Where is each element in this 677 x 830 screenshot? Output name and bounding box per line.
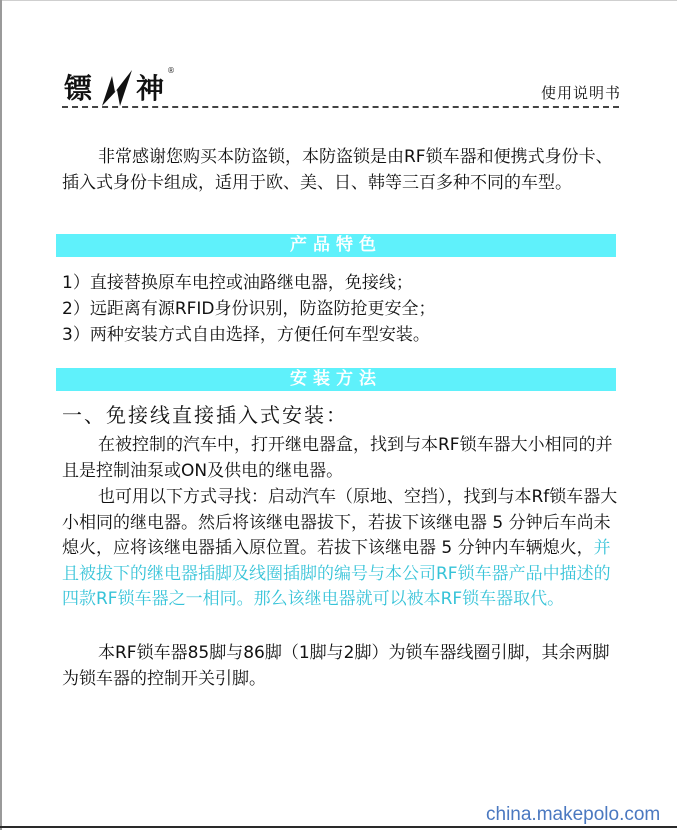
features-list: [62, 270, 436, 348]
brand-logo-char-1: 镖: [64, 72, 93, 105]
page-top-border: [0, 0, 677, 1]
brand-logo-char-2: 神: [136, 72, 165, 105]
install-banner: [56, 368, 616, 391]
install-subheading: 一、免接线直接插入式安装：: [62, 403, 348, 427]
install-paragraph-2-text: 也可用以下方式寻找：启动汽车（原地、空挡），找到与本Rf锁车器大小相同的继电器。然后将该继电器拔下，若拔下该继电器 5 分钟后车尚未熄火，应将该继电器插入原位置。若拔下该继电器 5 分钟内车辆熄火，: [62, 487, 618, 558]
registered-mark: ®: [167, 66, 175, 75]
page-left-border: [0, 0, 2, 830]
manual-title: 使用说明书: [540, 84, 621, 102]
intro-paragraph: 非常感谢您购买本防盗锁，本防盗锁是由RF锁车器和便携式身份卡、插入式身份卡组成，适用于欧、美、日、韩等三百多种不同的车型。: [62, 147, 613, 193]
install-paragraph-2-highlight: 并且被拔下的继电器插脚及线圈插脚的编号与本公司RF锁车器产品中描述的四款RF锁车器之一相同。那么该继电器就可以被本RF锁车器取代。: [62, 538, 611, 609]
feature-item: 3）两种安装方式自由选择，方便任何车型安装。: [62, 325, 430, 345]
feature-item: 2）远距离有源RFID身份识别，防盗防抢更安全；: [62, 299, 436, 319]
features-title: 产品特色: [290, 235, 382, 255]
install-paragraph-3: 本RF锁车器85脚与86脚（1脚与2脚）为锁车器线圈引脚，其余两脚为锁车器的控制开关引脚。: [62, 643, 610, 689]
install-paragraph-1: 在被控制的汽车中，打开继电器盒，找到与本RF锁车器大小相同的并且是控制油泵或ON及供电的继电器。: [62, 435, 613, 481]
feature-item: 1）直接替换原车电控或油路继电器，免接线；: [62, 273, 413, 293]
lightning-mark-icon: [98, 66, 138, 108]
page-bottom-border: [0, 826, 677, 828]
site-watermark: china.makepolo.com: [486, 804, 661, 825]
features-banner: [56, 234, 616, 257]
brand-logo: [64, 64, 174, 110]
header-dashed-rule: [62, 106, 619, 108]
install-title: 安装方法: [290, 369, 382, 389]
install-paragraph-2: [62, 485, 622, 613]
